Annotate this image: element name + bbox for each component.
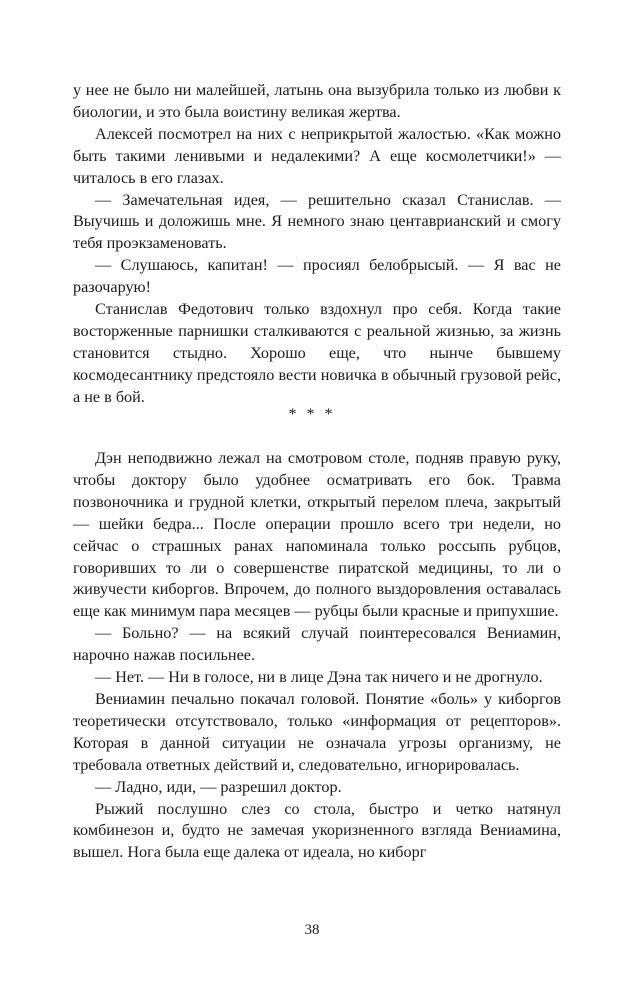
text-block-bottom [73,448,561,864]
paragraph: — Слушаюсь, капитан! — просиял белобрысый. — Я вас не разочарую! [73,256,561,297]
paragraph: Алексей посмотрел на них с неприкрытой жалостью. «Как можно быть такими ленивыми и недалекими? А еще космолетчики!» — читалось в его глазах. [73,124,561,187]
paragraph: Дэн неподвижно лежал на смотровом столе, подняв правую руку, чтобы доктору было удобнее осматривать его бок. Травма позвоночника и грудной клетки, открытый перелом плеча, закрытый — шейки бедра... После операции прошло всего три недели, но сейчас о страшных ранах напоминала только россыпь рубцов, говоривших то ли о совершенстве пиратской медицины, то ли о живучести киборгов. Впрочем, до полного выздоровления оставалась еще как минимум пара месяцев — рубцы были красные и припухшие. [73,449,561,621]
paragraph: Вениамин печально покачал головой. Понятие «боль» у киборгов теоретически отсутствовало, только «информация от рецепторов». Которая в данной ситуации не означала угрозы организму, не требовала ответных действий и, следовательно, игнорировалась. [73,689,561,774]
paragraph: — Замечательная идея, — решительно сказал Станислав. — Выучишь и доложишь мне. Я немного знаю центаврианский и смогу тебя проэкзаменовать. [73,190,561,253]
paragraph: — Ладно, иди, — разрешил доктор. [95,777,342,796]
paragraph: — Больно? — на всякий случай поинтересовался Вениамин, нарочно нажав посильнее. [73,624,561,665]
page-number: 38 [304,922,320,938]
text-block-top [73,80,561,409]
paragraph: — Нет. — Ни в голосе, ни в лице Дэна так ничего и не дрогнуло. [95,668,543,687]
paragraph: у нее не было ни малейшей, латынь она вызубрила только из любви к биологии, и это была воистину великая жертва. [73,81,561,121]
section-separator: * * * [288,406,336,423]
paragraph: Станислав Федотович только вздохнул про себя. Когда такие восторженные парнишки сталкиваются с реальной жизнью, за жизнь становится стыдно. Хорошо еще, что нынче бывшему космодесантнику предстояло вести новичка в обычный грузовой рейс, а не в бой. [73,300,561,406]
paragraph: Рыжий послушно слез со стола, быстро и четко натянул комбинезон и, будто не замечая укоризненного взгляда Вениамина, вышел. Нога была еще далека от идеала, но киборг [73,799,561,862]
